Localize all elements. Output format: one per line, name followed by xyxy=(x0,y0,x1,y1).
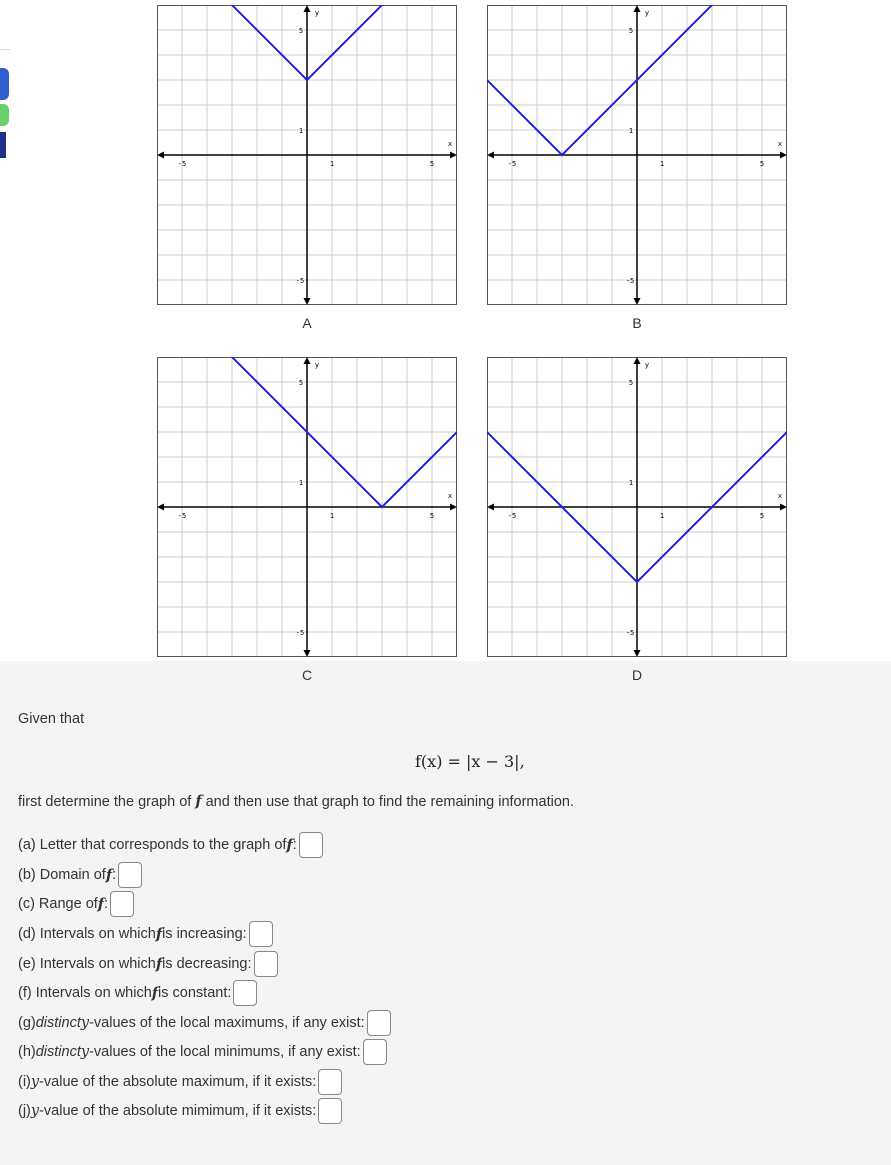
answer-input[interactable] xyxy=(254,951,278,977)
x-axis-label: x xyxy=(777,140,783,148)
instruction-post: and then use that graph to find the remaining information. xyxy=(201,794,574,810)
x-axis-arrow-left xyxy=(157,152,164,159)
y-tick-1: 1 xyxy=(628,127,634,135)
x-axis-arrow-left xyxy=(487,152,494,159)
y-tick-1: 1 xyxy=(298,127,304,135)
y-axis-label: y xyxy=(314,361,320,369)
question-row xyxy=(18,832,323,858)
instruction-f: f xyxy=(195,793,202,810)
x-tick-1: 1 xyxy=(329,160,335,168)
answer-input[interactable] xyxy=(299,832,323,858)
question-row xyxy=(18,980,257,1006)
x-tick-1: 1 xyxy=(659,512,665,520)
answer-input[interactable] xyxy=(318,1069,342,1095)
question-suffix: is constant: xyxy=(158,985,232,1001)
x-tick-5: 5 xyxy=(759,512,765,520)
y-tick-5: 5 xyxy=(298,379,304,387)
answer-input[interactable] xyxy=(318,1098,342,1124)
question-suffix: : xyxy=(104,896,109,912)
question-label: (j) xyxy=(18,1103,31,1119)
instruction-pre: first determine the graph of xyxy=(18,794,196,810)
question-variable: y xyxy=(80,1044,90,1060)
x-tick-5: 5 xyxy=(429,512,435,520)
x-tick-neg5: -5 xyxy=(507,160,517,168)
question-label: (g) xyxy=(18,1015,36,1031)
question-variable: f xyxy=(155,955,163,973)
question-suffix: is decreasing: xyxy=(162,956,252,972)
x-tick-neg5: -5 xyxy=(507,512,517,520)
question-label: (h) xyxy=(18,1044,36,1060)
x-tick-neg5: -5 xyxy=(177,512,187,520)
x-axis-arrow-right xyxy=(450,504,457,511)
answer-input[interactable] xyxy=(363,1039,387,1065)
left-tab-green xyxy=(0,104,9,126)
y-tick-neg5: -5 xyxy=(295,629,305,637)
x-axis-arrow-left xyxy=(487,504,494,511)
y-tick-1: 1 xyxy=(298,479,304,487)
x-tick-1: 1 xyxy=(329,512,335,520)
question-suffix: : xyxy=(292,837,297,853)
question-variable: y xyxy=(30,1074,40,1090)
left-tab-blue xyxy=(0,68,9,100)
question-variable: y xyxy=(80,1015,90,1031)
graph-b-plot xyxy=(487,5,787,305)
graph-d-letter: D xyxy=(631,667,643,683)
answer-input[interactable] xyxy=(233,980,257,1006)
question-row xyxy=(18,1010,391,1036)
x-axis-arrow-right xyxy=(450,152,457,159)
question-variable: f xyxy=(151,984,159,1002)
question-variable: f xyxy=(286,836,293,854)
question-variable: y xyxy=(30,1103,40,1119)
y-axis-arrow-up xyxy=(304,5,311,12)
question-label: (f) Intervals on which xyxy=(18,985,152,1001)
y-axis-arrow-up xyxy=(634,357,641,364)
question-label: (c) Range of xyxy=(18,896,98,912)
answer-input[interactable] xyxy=(110,891,134,917)
question-label: (i) xyxy=(18,1074,31,1090)
graph-a-letter: A xyxy=(302,315,312,331)
y-axis-arrow-down xyxy=(634,298,641,305)
function-formula: f(x) = |x − 3|, xyxy=(415,752,525,771)
question-label: (d) Intervals on which xyxy=(18,926,156,942)
y-tick-neg5: -5 xyxy=(625,277,635,285)
y-axis-label: y xyxy=(644,9,650,17)
graph-a-plot xyxy=(157,5,457,305)
question-emphasis: distinct xyxy=(35,1044,81,1060)
instruction-text xyxy=(18,793,574,810)
y-tick-1: 1 xyxy=(628,479,634,487)
question-suffix: -value of the absolute mimimum, if it exists: xyxy=(39,1103,317,1119)
x-axis-label: x xyxy=(447,140,453,148)
x-axis-arrow-left xyxy=(157,504,164,511)
question-row xyxy=(18,891,134,917)
question-label: (b) Domain of xyxy=(18,867,106,883)
question-suffix: : xyxy=(112,867,117,883)
question-variable: f xyxy=(105,866,113,884)
given-that-text: Given that xyxy=(18,711,85,727)
question-variable: f xyxy=(155,925,163,943)
question-label: (e) Intervals on which xyxy=(18,956,156,972)
left-tab-navy xyxy=(0,132,6,158)
question-suffix: -values of the local minimums, if any exist: xyxy=(89,1044,361,1060)
y-tick-5: 5 xyxy=(628,379,634,387)
divider-line xyxy=(0,49,10,50)
question-suffix: -values of the local maximums, if any exist: xyxy=(89,1015,365,1031)
y-axis-arrow-down xyxy=(304,650,311,657)
x-axis-arrow-right xyxy=(780,504,787,511)
question-label: (a) Letter that corresponds to the graph of xyxy=(18,837,287,853)
y-axis-arrow-down xyxy=(634,650,641,657)
answer-input[interactable] xyxy=(249,921,273,947)
graph-d-plot xyxy=(487,357,787,657)
graph-c-letter: C xyxy=(301,667,313,683)
x-axis-arrow-right xyxy=(780,152,787,159)
question-suffix: -value of the absolute maximum, if it exists: xyxy=(39,1074,317,1090)
y-tick-5: 5 xyxy=(628,27,634,35)
x-axis-label: x xyxy=(447,492,453,500)
question-row xyxy=(18,951,278,977)
question-row xyxy=(18,1039,387,1065)
y-tick-neg5: -5 xyxy=(625,629,635,637)
y-axis-arrow-up xyxy=(634,5,641,12)
y-axis-label: y xyxy=(314,9,320,17)
graph-c-plot xyxy=(157,357,457,657)
question-row xyxy=(18,862,142,888)
question-suffix: is increasing: xyxy=(162,926,247,942)
x-tick-5: 5 xyxy=(759,160,765,168)
question-row xyxy=(18,1098,342,1124)
x-tick-neg5: -5 xyxy=(177,160,187,168)
y-axis-label: y xyxy=(644,361,650,369)
question-emphasis: distinct xyxy=(35,1015,81,1031)
answer-input[interactable] xyxy=(367,1010,391,1036)
graph-b-letter: B xyxy=(632,315,642,331)
question-row xyxy=(18,921,273,947)
answer-input[interactable] xyxy=(118,862,142,888)
x-tick-1: 1 xyxy=(659,160,665,168)
question-variable: f xyxy=(97,895,105,913)
x-tick-5: 5 xyxy=(429,160,435,168)
y-axis-arrow-down xyxy=(304,298,311,305)
y-tick-neg5: -5 xyxy=(295,277,305,285)
y-axis-arrow-up xyxy=(304,357,311,364)
x-axis-label: x xyxy=(777,492,783,500)
question-row xyxy=(18,1069,342,1095)
y-tick-5: 5 xyxy=(298,27,304,35)
